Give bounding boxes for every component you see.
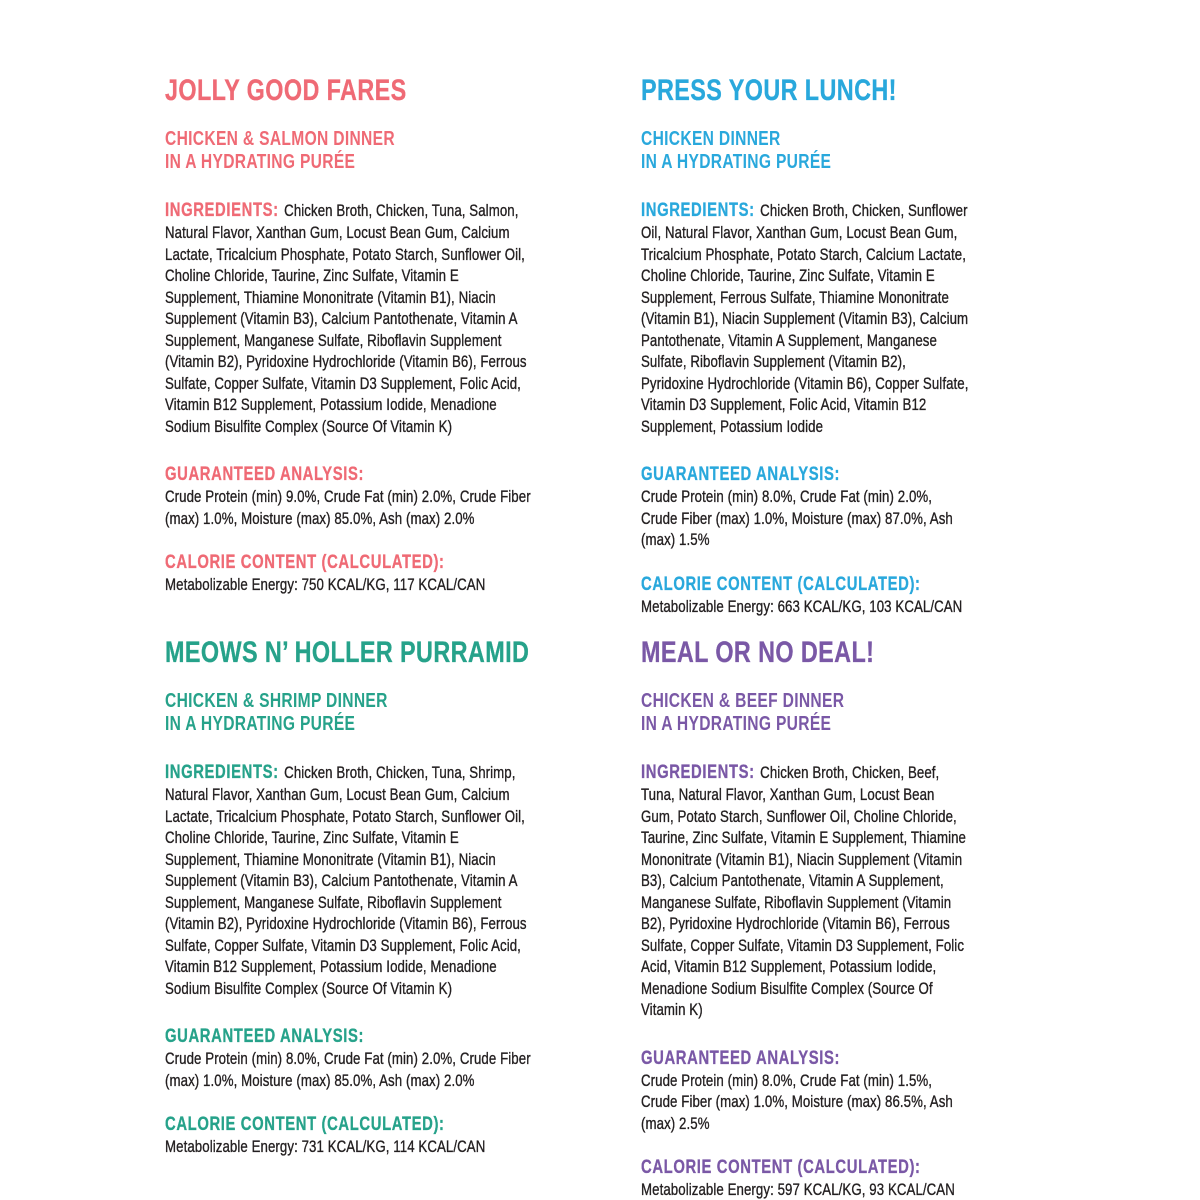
calorie-content-section (165, 1114, 538, 1158)
ingredients-heading: INGREDIENTS: (165, 200, 279, 222)
guaranteed-analysis-heading: GUARANTEED ANALYSIS: (165, 1026, 365, 1048)
guaranteed-analysis-heading: GUARANTEED ANALYSIS: (641, 1047, 841, 1069)
product-subtitle (165, 690, 538, 736)
product-subtitle (641, 128, 970, 174)
product-subtitle-line1: CHICKEN & SALMON DINNER (165, 128, 395, 151)
product-title: MEOWS N’ HOLLER PURRAMID (165, 636, 530, 670)
product-title: MEAL OR NO DEAL! (641, 636, 875, 670)
guaranteed-analysis-section (165, 464, 538, 529)
ingredients-section (641, 200, 970, 437)
product-panel-meal-or-no-deal (641, 616, 970, 1200)
ingredients-section (165, 762, 538, 999)
calorie-content-heading: CALORIE CONTENT (CALCULATED): (641, 573, 921, 595)
calorie-content-heading: CALORIE CONTENT (CALCULATED): (641, 1157, 921, 1179)
ingredients-section (165, 200, 538, 437)
product-subtitle-line1: CHICKEN DINNER (641, 128, 781, 151)
product-title: JOLLY GOOD FARES (165, 74, 407, 108)
product-subtitle-line2: IN A HYDRATING PURÉE (165, 151, 356, 174)
product-subtitle-line1: CHICKEN & BEEF DINNER (641, 690, 845, 713)
product-panel-press-your-lunch (641, 54, 970, 617)
ingredients-heading: INGREDIENTS: (641, 200, 755, 222)
calorie-content-section (641, 574, 970, 618)
product-subtitle-line2: IN A HYDRATING PURÉE (641, 713, 832, 736)
ingredients-section (641, 762, 970, 1021)
guaranteed-analysis-heading: GUARANTEED ANALYSIS: (165, 464, 365, 486)
ingredients-text: Chicken Broth, Chicken, Tuna, Shrimp, Natural Flavor, Xanthan Gum, Locust Bean Gum, Calcium Lactate, Tricalcium Phosphate, Potato Starch, Sunflower Oil, Choline Chloride, Taurine, Zinc Sulfate, Vitamin E Supplement, Thiamine Mononitrate (Vitamin B1), Niacin Supplement (Vitamin B3), Calcium Pantothenate, Vitamin A Supplement, Manganese Sulfate, Riboflavin Supplement (Vitamin B2), Pyridoxine Hydrochloride (Vitamin B6), Ferrous Sulfate, Copper Sulfate, Vitamin D3 Supplement, Folic Acid, Vitamin B12 Supplement, Potassium Iodide, Menadione Sodium Bisulfite Complex (Source Of Vitamin K) (165, 763, 527, 998)
guaranteed-analysis-text: Crude Protein (min) 9.0%, Crude Fat (min) 2.0%, Crude Fiber (max) 1.0%, Moisture (max) 85.0%, Ash (max) 2.0% (165, 487, 531, 528)
product-subtitle-line2: IN A HYDRATING PURÉE (641, 151, 832, 174)
guaranteed-analysis-section (641, 1048, 970, 1135)
calorie-content-section (165, 552, 538, 596)
ingredients-heading: INGREDIENTS: (165, 762, 279, 784)
calorie-content-text: Metabolizable Energy: 731 KCAL/KG, 114 KCAL/CAN (165, 1137, 486, 1157)
ingredients-text: Chicken Broth, Chicken, Beef, Tuna, Natural Flavor, Xanthan Gum, Locust Bean Gum, Potato Starch, Sunflower Oil, Choline Chloride, Taurine, Zinc Sulfate, Vitamin E Supplement, Thiamine Mononitrate (Vitamin B1), Niacin Supplement (Vitamin B3), Calcium Pantothenate, Vitamin A Supplement, Manganese Sulfate, Riboflavin Supplement (Vitamin B2), Pyridoxine Hydrochloride (Vitamin B6), Ferrous Sulfate, Copper Sulfate, Vitamin D3 Supplement, Folic Acid, Vitamin B12 Supplement, Potassium Iodide, Menadione Sodium Bisulfite Complex (Source Of Vitamin K) (641, 763, 967, 1020)
guaranteed-analysis-text: Crude Protein (min) 8.0%, Crude Fat (min) 1.5%, Crude Fiber (max) 1.0%, Moisture (max) 86.5%, Ash (max) 2.5% (641, 1070, 953, 1133)
guaranteed-analysis-heading: GUARANTEED ANALYSIS: (641, 464, 841, 486)
product-panel-meows-n-holler-purramid (165, 616, 538, 1158)
ingredients-text: Chicken Broth, Chicken, Tuna, Salmon, Natural Flavor, Xanthan Gum, Locust Bean Gum, Calcium Lactate, Tricalcium Phosphate, Potato Starch, Sunflower Oil, Choline Chloride, Taurine, Zinc Sulfate, Vitamin E Supplement, Thiamine Mononitrate (Vitamin B1), Niacin Supplement (Vitamin B3), Calcium Pantothenate, Vitamin A Supplement, Manganese Sulfate, Riboflavin Supplement (Vitamin B2), Pyridoxine Hydrochloride (Vitamin B6), Ferrous Sulfate, Copper Sulfate, Vitamin D3 Supplement, Folic Acid, Vitamin B12 Supplement, Potassium Iodide, Menadione Sodium Bisulfite Complex (Source Of Vitamin K) (165, 201, 527, 436)
product-subtitle (641, 690, 970, 736)
guaranteed-analysis-text: Crude Protein (min) 8.0%, Crude Fat (min) 2.0%, Crude Fiber (max) 1.0%, Moisture (max) 85.0%, Ash (max) 2.0% (165, 1049, 531, 1090)
product-subtitle (165, 128, 538, 174)
product-subtitle-line1: CHICKEN & SHRIMP DINNER (165, 690, 388, 713)
calorie-content-text: Metabolizable Energy: 750 KCAL/KG, 117 KCAL/CAN (165, 575, 486, 595)
guaranteed-analysis-section (165, 1026, 538, 1091)
calorie-content-text: Metabolizable Energy: 597 KCAL/KG, 93 KCAL/CAN (641, 1180, 955, 1200)
calorie-content-section (641, 1157, 970, 1200)
ingredients-text: Chicken Broth, Chicken, Sunflower Oil, Natural Flavor, Xanthan Gum, Locust Bean Gum, Tricalcium Phosphate, Potato Starch, Calcium Lactate, Choline Chloride, Taurine, Zinc Sulfate, Vitamin E Supplement, Ferrous Sulfate, Thiamine Mononitrate (Vitamin B1), Niacin Supplement (Vitamin B3), Calcium Pantothenate, Vitamin A Supplement, Manganese Sulfate, Riboflavin Supplement (Vitamin B2), Pyridoxine Hydrochloride (Vitamin B6), Copper Sulfate, Vitamin D3 Supplement, Folic Acid, Vitamin B12 Supplement, Potassium Iodide (641, 201, 969, 436)
calorie-content-text: Metabolizable Energy: 663 KCAL/KG, 103 KCAL/CAN (641, 596, 963, 616)
guaranteed-analysis-section (641, 464, 970, 551)
calorie-content-heading: CALORIE CONTENT (CALCULATED): (165, 552, 445, 574)
product-subtitle-line2: IN A HYDRATING PURÉE (165, 713, 356, 736)
product-title: PRESS YOUR LUNCH! (641, 74, 897, 108)
ingredients-heading: INGREDIENTS: (641, 762, 755, 784)
guaranteed-analysis-text: Crude Protein (min) 8.0%, Crude Fat (min) 2.0%, Crude Fiber (max) 1.0%, Moisture (max) 87.0%, Ash (max) 1.5% (641, 487, 953, 550)
calorie-content-heading: CALORIE CONTENT (CALCULATED): (165, 1114, 445, 1136)
product-panel-jolly-good-fares (165, 54, 538, 596)
